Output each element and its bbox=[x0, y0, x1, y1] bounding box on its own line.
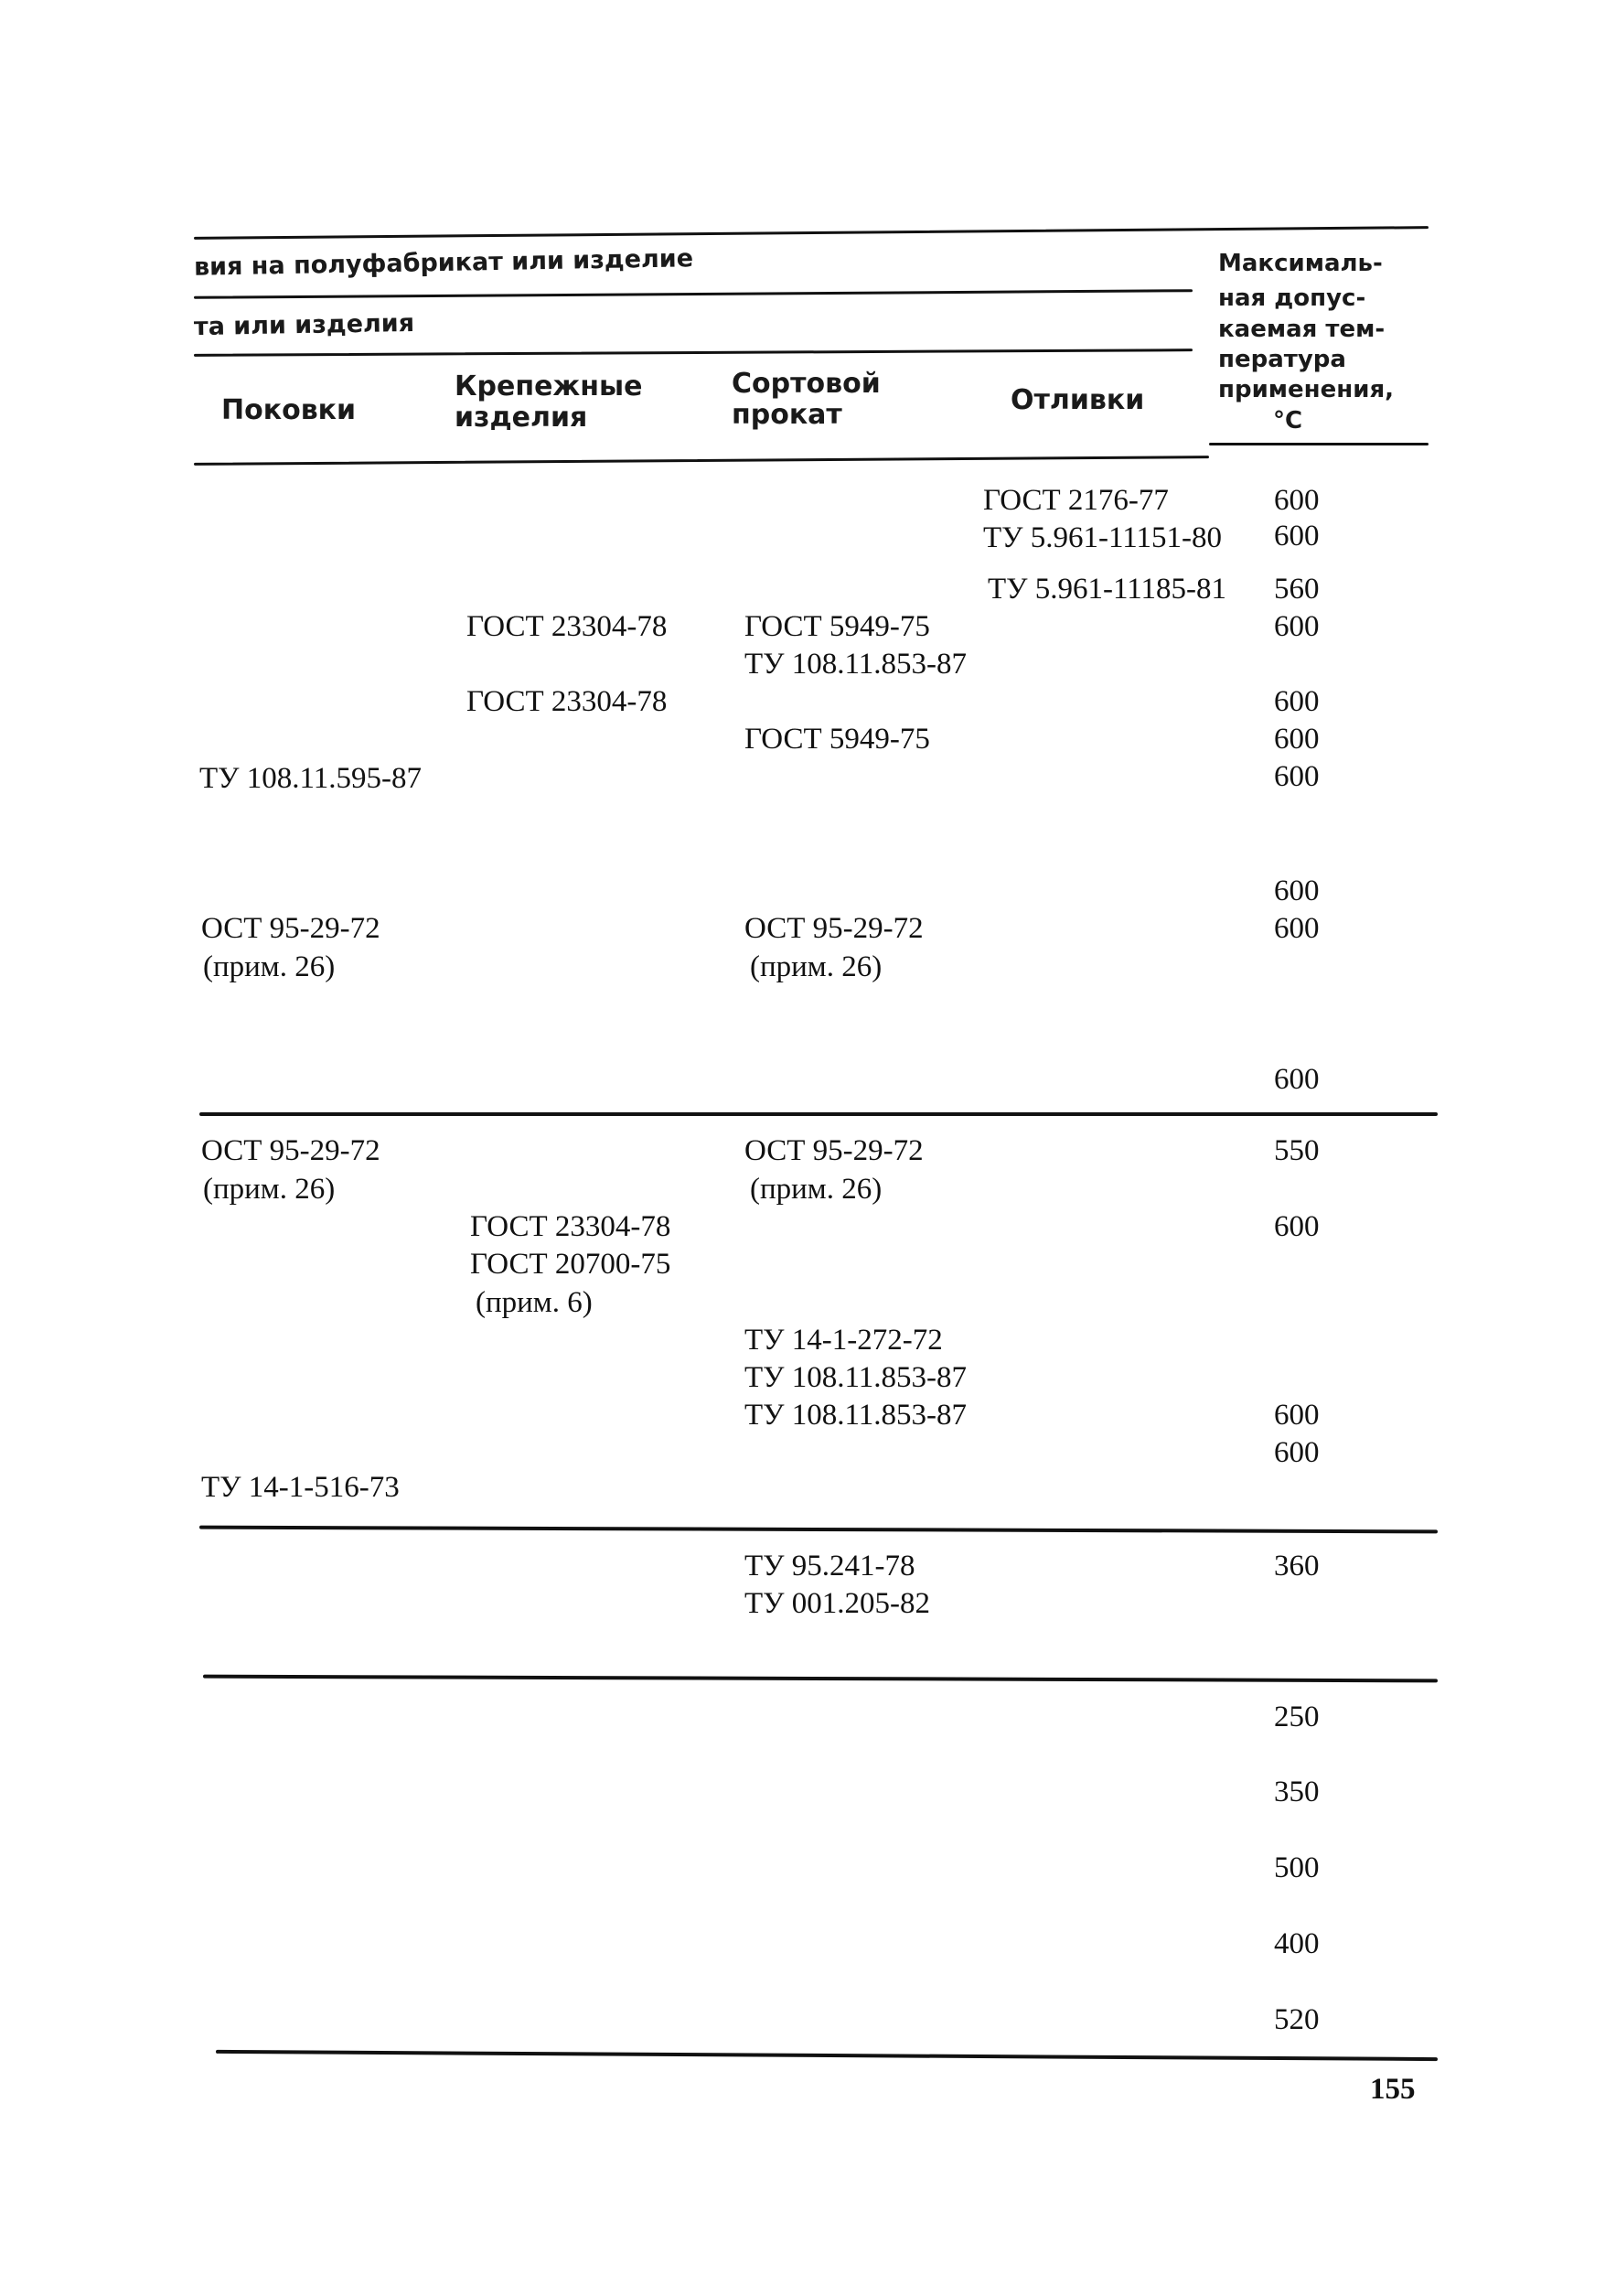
header-max-temp-line5: применения, bbox=[1218, 376, 1395, 403]
forgings-entry: (прим. 26) bbox=[203, 1173, 336, 1206]
max-temp-value: 250 bbox=[1274, 1701, 1320, 1733]
header-rule-bottom-right bbox=[1209, 443, 1429, 445]
max-temp-value: 600 bbox=[1274, 1063, 1320, 1096]
header-rolled-line2: прокат bbox=[732, 399, 842, 431]
header-subgroup-title: та или изделия bbox=[193, 308, 415, 342]
rolled-entry: ОСТ 95-29-72 bbox=[744, 1134, 924, 1167]
max-temp-value: 600 bbox=[1274, 874, 1320, 907]
header-fasteners-line1: Крепежные bbox=[455, 370, 643, 402]
fasteners-entry: ГОСТ 23304-78 bbox=[466, 610, 668, 643]
fasteners-entry: ГОСТ 20700-75 bbox=[470, 1248, 671, 1281]
header-max-temp-line2: ная допус- bbox=[1218, 284, 1366, 312]
page-number: 155 bbox=[1370, 2073, 1416, 2106]
max-temp-value: 600 bbox=[1274, 1210, 1320, 1243]
rolled-entry: ТУ 108.11.853-87 bbox=[744, 1399, 968, 1432]
header-rule-group bbox=[194, 289, 1193, 299]
header-max-temp-line3: каемая тем- bbox=[1218, 316, 1386, 343]
max-temp-value: 500 bbox=[1274, 1851, 1320, 1884]
max-temp-value: 600 bbox=[1274, 484, 1320, 517]
header-rule-subgroup bbox=[194, 349, 1193, 357]
rolled-entry: ГОСТ 5949-75 bbox=[744, 610, 930, 643]
max-temp-value: 600 bbox=[1274, 1436, 1320, 1469]
rolled-entry: ГОСТ 5949-75 bbox=[744, 723, 930, 756]
rolled-entry: ТУ 108.11.853-87 bbox=[744, 648, 968, 681]
rolled-entry: ТУ 108.11.853-87 bbox=[744, 1361, 968, 1394]
max-temp-value: 360 bbox=[1274, 1550, 1320, 1583]
header-group-title: вия на полуфабрикат или изделие bbox=[193, 244, 694, 282]
max-temp-value: 520 bbox=[1274, 2003, 1320, 2036]
table-bottom-rule bbox=[216, 2050, 1438, 2061]
fasteners-entry: ГОСТ 23304-78 bbox=[470, 1210, 671, 1243]
forgings-entry: ТУ 14-1-516-73 bbox=[201, 1471, 400, 1504]
rolled-entry: ОСТ 95-29-72 bbox=[744, 912, 924, 945]
max-temp-value: 350 bbox=[1274, 1776, 1320, 1808]
header-rule-bottom-left bbox=[194, 456, 1209, 466]
max-temp-value: 600 bbox=[1274, 520, 1320, 553]
max-temp-value: 400 bbox=[1274, 1927, 1320, 1960]
header-rolled-line1: Сортовой bbox=[732, 368, 881, 400]
max-temp-value: 600 bbox=[1274, 912, 1320, 945]
section-rule bbox=[199, 1526, 1438, 1534]
section-rule bbox=[203, 1675, 1438, 1683]
max-temp-value: 550 bbox=[1274, 1134, 1320, 1167]
rolled-entry: ТУ 001.205-82 bbox=[744, 1587, 931, 1620]
header-fasteners-line2: изделия bbox=[455, 402, 588, 434]
header-max-temp-line1: Максималь- bbox=[1218, 250, 1383, 277]
rolled-entry: (прим. 26) bbox=[750, 950, 883, 983]
max-temp-value: 600 bbox=[1274, 760, 1320, 793]
max-temp-value: 560 bbox=[1274, 573, 1320, 606]
fasteners-entry: ГОСТ 23304-78 bbox=[466, 685, 668, 718]
castings-entry: ТУ 5.961-11185-81 bbox=[988, 573, 1227, 606]
castings-entry: ТУ 5.961-11151-80 bbox=[983, 521, 1223, 554]
forgings-entry: ОСТ 95-29-72 bbox=[201, 1134, 380, 1167]
header-max-temp-unit: °С bbox=[1273, 407, 1303, 435]
header-castings: Отливки bbox=[1011, 384, 1145, 416]
rolled-entry: ТУ 14-1-272-72 bbox=[744, 1324, 943, 1357]
max-temp-value: 600 bbox=[1274, 610, 1320, 643]
header-max-temp-line4: пература bbox=[1218, 346, 1346, 373]
forgings-entry: (прим. 26) bbox=[203, 950, 336, 983]
max-temp-value: 600 bbox=[1274, 685, 1320, 718]
header-rule-top bbox=[194, 226, 1429, 240]
max-temp-value: 600 bbox=[1274, 723, 1320, 756]
forgings-entry: ОСТ 95-29-72 bbox=[201, 912, 380, 945]
rolled-entry: ТУ 95.241-78 bbox=[744, 1550, 915, 1583]
castings-entry: ГОСТ 2176-77 bbox=[983, 484, 1169, 517]
max-temp-value: 600 bbox=[1274, 1399, 1320, 1432]
rolled-entry: (прим. 26) bbox=[750, 1173, 883, 1206]
forgings-entry: ТУ 108.11.595-87 bbox=[199, 762, 423, 795]
header-forgings: Поковки bbox=[221, 394, 357, 426]
section-rule bbox=[199, 1112, 1438, 1116]
fasteners-entry: (прим. 6) bbox=[476, 1286, 593, 1319]
